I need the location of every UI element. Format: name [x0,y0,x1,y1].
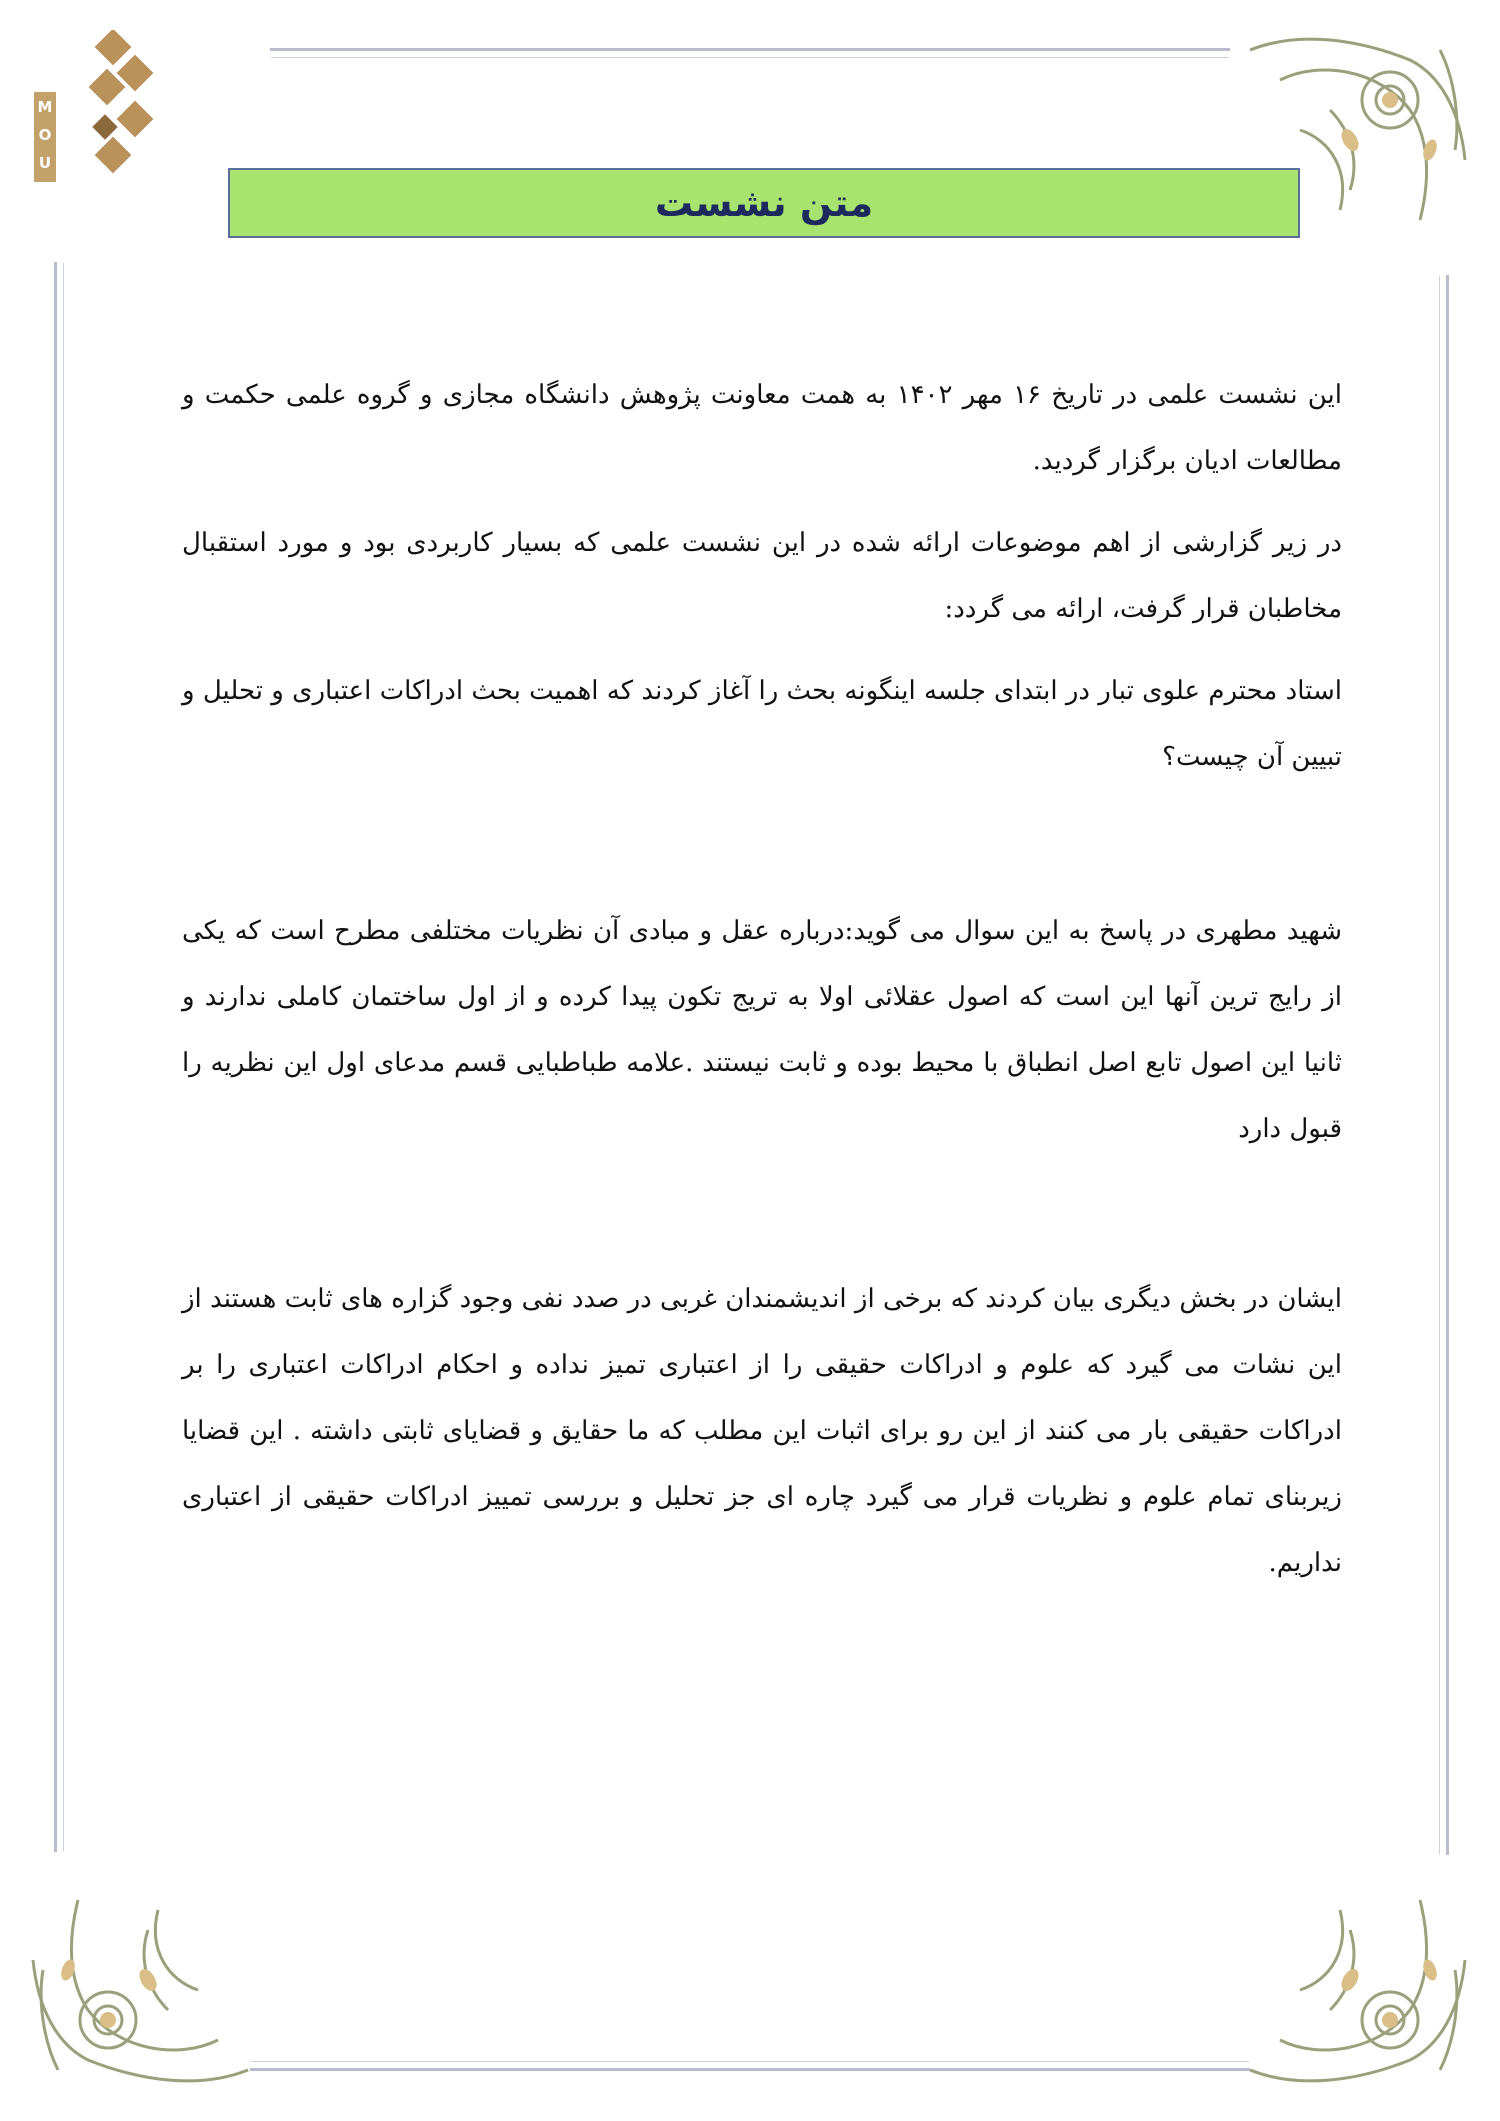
paragraph-opening-question: استاد محترم علوی تبار در ابتدای جلسه اینگونه بحث را آغاز کردند که اهمیت بحث ادراکات اعتباری و تحلیل و تبیین آن چیست؟ [182,676,1342,772]
page-title: متن نشست [654,181,874,225]
frame-right-line [1446,275,1449,1855]
frame-bottom-line [250,2068,1250,2071]
paragraph-summary: در زیر گزارشی از اهم موضوعات ارائه شده در این نشست علمی که بسیار کاربردی بود و مورد استقبال مخاطبان قرار گرفت، ارائه می گردد: [182,528,1342,624]
logo-letter-m: M [37,98,53,116]
corner-ornament-bottom-right [1240,1860,1480,2100]
frame-left-line [54,262,57,1852]
title-banner [228,168,1300,238]
frame-top-line [270,48,1230,51]
paragraph-western-thinkers: ایشان در بخش دیگری بیان کردند که برخی از اندیشمندان غربی در صدد نفی وجود گزاره های ثابت هستند از این نشات می گیرد که علوم و ادراکات حقیقی را از اعتباری تمیز نداده و احکام ادراکات اعتباری را بر ادراکات حقیقی بار می کنند از این رو برای اثبات این مطلب که ما حقایق و قضایای ثابتی داشته . این قضایا زیربنای تمام علوم و نظریات قرار می گیرد چاره ای جز تحلیل و بررسی تمییز ادراکات حقیقی از اعتباری نداریم. [182,1284,1342,1578]
logo-letter-u: U [38,154,52,172]
corner-ornament-bottom-left [18,1860,258,2100]
university-logo [34,30,164,190]
paragraph-intro: این نشست علمی در تاریخ ۱۶ مهر ۱۴۰۲ به همت معاونت پژوهش دانشگاه مجازی و گروه علمی حکمت و مطالعات ادیان برگزار گردید. [182,380,1342,476]
paragraph-motahari: شهید مطهری در پاسخ به این سوال می گوید:درباره عقل و مبادی آن نظریات مختلفی مطرح است که یکی از رایج ترین آنها این است که اصول عقلائی اولا به تریج تکون پیدا کرده و از اول ساختمان کاملی ندارند و ثانیا این اصول تابع اصل انطباق با محیط بوده و ثابت نیستند .علامه طباطبایی قسم مدعای اول این نظریه را قبول دارد [182,916,1342,1144]
logo-letter-o: O [38,126,52,144]
